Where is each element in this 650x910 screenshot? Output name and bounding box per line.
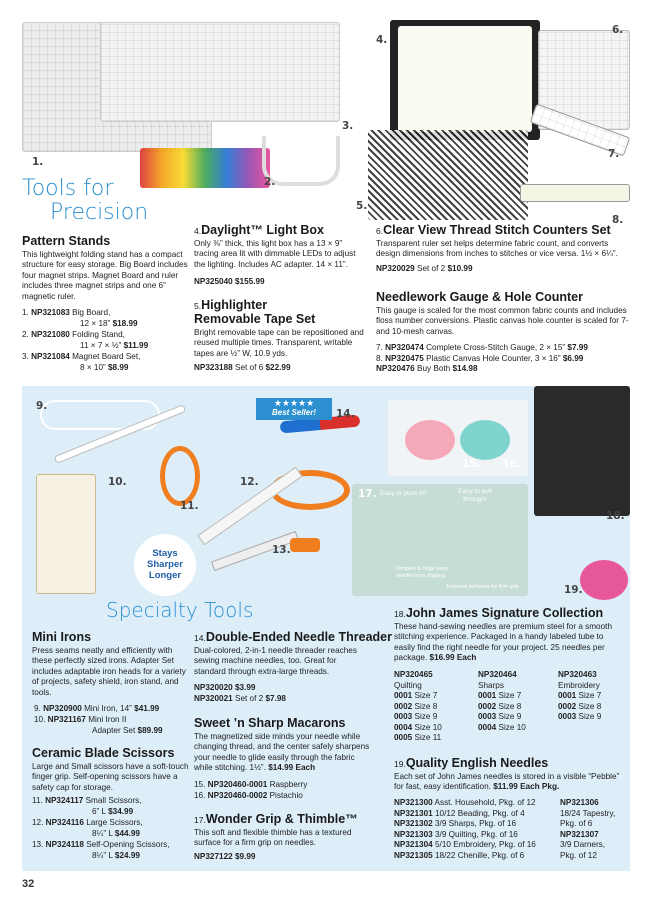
john-james-title [394,606,603,621]
grip-callout-pull: Easy to pull through! [458,488,492,503]
size-label: Size 7 [414,691,438,700]
gauge-item [376,354,583,364]
photo-number-6: 6. [612,24,624,36]
english-needles-num: 19. [394,759,406,769]
clear-view-set: Set of 2 [416,264,446,273]
item-sku: NP321300 [394,798,433,807]
item-name: Small Scissors, [85,796,142,805]
size-label: Size 10 [498,722,526,732]
photo-number-2: 2. [264,176,276,188]
item-num: 2. [22,330,29,339]
column-sku: NP320465 [394,670,433,679]
clear-view-desc: Transparent ruler set helps determine fabric count, and converts design dimensions from inches to stitches or vice versa. 1½ × 6¼”. [376,239,618,259]
daylight-title-text: Daylight™ Light Box [201,223,325,237]
item-num: 3. [22,352,29,361]
item-price: $34.99 [108,806,134,816]
item-sku: NP321306 [560,798,599,807]
john-james-title-text: John James Signature Collection [405,606,604,620]
john-james-price: $16.99 Each [429,653,477,663]
item-num: 8. [376,353,383,363]
jj-size-row [478,712,521,722]
item-price: $6.99 [562,353,584,363]
size-code: 0003 [478,712,497,721]
jj-column-type [558,681,600,691]
highlighter-set: Set of 6 [234,363,264,372]
item-name: 10/12 Beading, Pkg. of 4 [434,808,525,818]
item-sku: NP324116 [45,818,84,827]
item-sku: NP320476 [376,364,415,373]
item-sku: NP320460-0001 [207,780,268,789]
item-price: $3.99 [234,683,256,692]
clear-view-num: 6. [376,226,384,236]
scissors-title: Ceramic Blade Scissors [32,746,175,760]
clear-view-title-text: Clear View Thread Stitch Counters Set [383,223,611,237]
highlighter-order [194,363,291,373]
mini-iron-item [34,704,159,714]
item-name: 18/22 Chenille, Pkg. of 6 [434,850,525,860]
floss-photo [140,148,270,188]
jj-size-row [394,712,437,722]
macaron-pistachio [460,420,510,460]
column-sku: NP320464 [478,670,517,679]
english-needles-title [394,756,548,771]
jj-column-sku [478,670,517,680]
size-label: Size 9 [414,712,438,721]
english-needle-item [394,809,525,819]
double-ended-title-text: Double-Ended Needle Threader [205,630,392,644]
item-sku: NP321304 [394,840,433,849]
photo-number-11: 11. [180,500,199,512]
jj-column-type [478,681,504,691]
stays-line1: Stays [152,548,178,559]
column-type: Quilting [394,680,422,690]
jj-size-row [478,723,526,733]
item-price: $8.99 [108,362,129,372]
english-needle-item-right-pkg [560,819,592,829]
item-sku: NP321167 [47,714,86,724]
item-pkg: Pkg. of 12 [560,850,597,860]
english-needle-item [394,851,524,861]
stays-line3: Longer [148,570,182,581]
scissors-item [32,818,143,828]
item-sku: NP321080 [31,330,70,339]
gauge-title: Needlework Gauge & Hole Counter [376,290,583,304]
size-label: Size 7 [578,691,602,700]
photo-number-8: 8. [612,214,624,226]
english-needle-item-right-pkg [560,851,597,861]
item-sku: NP320460-0002 [207,790,268,800]
item-name: Asst. Household, Pkg. of 12 [434,798,536,807]
jj-size-row [558,691,601,701]
macaron-raspberry [405,420,455,460]
size-code: 0003 [558,712,577,721]
item-name: Raspberry [269,780,308,789]
precision-title-line2: Precision [50,200,149,225]
english-needle-item-right-name [560,809,615,819]
macaron-item [194,780,307,790]
item-name: Large Scissors, [86,818,143,827]
jj-column-sku [394,670,433,680]
photo-number-18: 18. [606,510,625,522]
english-needle-item [394,840,536,850]
item-sku: NP320474 [385,343,424,352]
wonder-grip-price: $9.99 [234,852,256,861]
item-name: Self-Opening Scissors, [86,840,170,849]
english-needle-item-right [560,830,599,840]
mini-iron-item-cont [92,726,163,736]
english-needle-item-right [560,798,599,808]
item-size: 6” L [92,806,106,816]
stays-line2: Sharper [147,559,183,570]
mini-irons-desc: Press seams neatly and efficiently with these perfectly sized irons. Adapter Set includes adaptable iron heads for a variety of projects, safety shield, iron stand, and tools. [32,646,186,697]
grip-callout-push: Easy to push in! [380,490,427,497]
wonder-grip-title-text: Wonder Grip & Thimble™ [205,812,358,826]
highlighter-desc: Bright removable tape can be repositioned and reused multiple times. Transparent, writable tapes are ½” W, 10.9 yds. [194,328,364,358]
size-label: Size 7 [498,691,522,700]
english-needles-title-text: Quality English Needles [405,756,549,770]
item-sku: NP321307 [560,829,599,839]
english-needle-item [394,830,518,840]
double-ended-item [194,683,255,693]
item-name: Folding Stand, [72,330,125,339]
stays-sharper-badge [134,534,196,596]
double-ended-num: 14. [194,633,206,643]
safety-cap-photo [290,538,320,552]
jj-column-type [394,681,422,691]
item-sku: NP320475 [385,353,424,363]
wonder-grip-sku: NP327122 [194,852,233,861]
item-size: 12 × 18” [80,318,111,328]
john-james-photo [534,386,630,516]
size-label: Size 10 [414,722,442,732]
highlighter-num: 5. [194,301,202,311]
daylight-desc: Only ⅜” thick, this light box has a 13 × 9” tracing area lit with dimmable LEDs to adjust the lighting. Includes AC adapter. 14 × 11”. [194,239,356,269]
column-type: Embroidery [558,680,600,690]
item-pkg: Pkg. of 6 [560,819,593,828]
size-code: 0005 [394,733,413,742]
gauge-desc: This gauge is scaled for the most common fabric counts and includes floss number conversions. Plastic canvas hole counter is scaled for 7- and 10-mesh canvas. [376,306,629,336]
grip-callout-dimples: Dimples & ridge keep needle from slipping [396,566,449,579]
size-label: Size 8 [414,701,438,711]
item-name: Buy Both [416,364,451,373]
size-label: Size 9 [578,712,602,721]
macarons-desc [194,732,370,774]
item-num: 9. [34,704,41,713]
item-price: $7.98 [265,693,286,703]
mini-irons-title: Mini Irons [32,630,92,644]
highlighter-title-1: Highlighter [201,298,268,312]
item-sku: NP320021 [194,693,233,703]
item-sku: NP321301 [394,808,433,818]
photo-number-10: 10. [108,476,127,488]
item-num: 10. [34,714,46,724]
photo-number-5: 5. [356,200,368,212]
macaron-item [194,791,303,801]
photo-number-4: 4. [376,34,388,46]
mini-iron-item [34,715,126,725]
daylight-price: $155.99 [234,277,265,286]
item-price: $41.99 [134,704,160,713]
item-num: 7. [376,343,383,352]
photo-number-17: 17. [358,488,377,500]
size-label: Size 9 [498,712,522,721]
item-name: 3/9 Darners, [560,840,606,849]
item-sku: NP321083 [31,308,70,317]
item-sku: NP321303 [394,829,433,839]
pattern-stand-item [22,330,125,340]
scissors-item-size [92,807,133,817]
item-num: 11. [32,796,43,805]
clear-view-sku: NP320029 [376,264,415,273]
item-sku: NP324117 [45,796,84,805]
item-price: $18.99 [112,318,138,328]
item-name: Mini Iron II [88,714,127,724]
photo-number-19: 19. [564,584,583,596]
photo-number-7: 7. [608,148,620,160]
photo-number-13: 13. [272,544,291,556]
hole-counter-photo [520,184,630,202]
photo-number-16: 16. [502,458,521,470]
english-needle-item-right-name [560,840,605,850]
item-num: 1. [22,308,29,317]
item-sku: NP320020 [194,683,233,692]
english-needles-desc-text: Each set of John James needles is stored in a visible “Pebble” for fast, easy identification. [394,772,620,792]
precision-title-line1: Tools for [22,176,114,201]
pattern-stand-item [22,308,110,318]
item-price: $44.99 [114,828,140,838]
clear-view-order [376,264,473,274]
size-code: 0004 [394,722,413,732]
item-name: Adapter Set [92,726,136,735]
item-sku: NP320900 [43,704,82,713]
photo-number-1: 1. [32,156,44,168]
item-name: Complete Cross-Stitch Gauge, 2 × 15” [426,343,566,352]
item-price: $11.99 [123,340,149,350]
size-code: 0001 [558,691,577,700]
item-name: Big Board, [72,308,111,317]
size-code: 0003 [394,712,413,721]
photo-number-12: 12. [240,476,259,488]
item-num: 13. [32,840,44,849]
item-name: Mini Iron, 14” [84,704,132,713]
item-name: 3/9 Sharps, Pkg. of 16 [434,819,516,828]
item-sku: NP321084 [31,352,70,361]
item-size: 8¼” L [92,828,113,838]
pattern-stand-item-size [80,363,129,373]
jj-size-row [558,712,601,722]
item-num: 12. [32,818,44,827]
photo-number-14: 14. [336,408,355,420]
item-size: 8 × 10” [80,362,106,372]
size-label: Size 8 [498,701,522,711]
english-needle-item [394,798,536,808]
small-scissors-photo [160,446,200,506]
daylight-title [194,223,324,238]
jj-column-sku [558,670,597,680]
jj-size-row [394,723,442,733]
wonder-grip-order [194,852,255,862]
specialty-title: Specialty Tools [106,598,254,622]
jj-size-row [478,702,521,712]
item-name: 3/9 Quilting, Pkg. of 16 [434,829,518,839]
gauge-item [376,343,588,353]
photo-number-9: 9. [36,400,48,412]
grip-callout-textured: Textured surfaces for firm grip [446,584,519,590]
pattern-stand-item-size [80,319,138,329]
highlighter-sku: NP323188 [194,363,233,372]
size-code: 0001 [478,691,497,700]
column-type: Sharps [478,680,504,690]
size-code: 0002 [558,701,577,711]
clear-view-title [376,223,611,238]
size-code: 0004 [478,722,497,732]
badge-stars: ★★★★★ [273,398,315,408]
wonder-grip-desc: This soft and flexible thimble has a textured surface for a firm grip on needles. [194,828,352,848]
clear-view-price: $10.99 [447,264,473,273]
pattern-stands-desc: This lightweight folding stand has a compact structure for easy storage. Big Board includes four magnet strips. Magnet Board and ruler includes three magnet strips and one 6” magnetic ruler. [22,250,188,301]
item-price: $89.99 [137,726,163,735]
macarons-desc-text: The magnetized side minds your needle while changing thread, and the center safely sharpens your needle to glide easily through the fabric while stitching. 1½”. [194,732,370,773]
size-code: 0001 [394,691,413,700]
wonder-grip-title [194,812,358,827]
light-box-screen [398,26,532,132]
photo-number-3: 3. [342,120,354,132]
column-sku: NP320463 [558,670,597,679]
scissors-item-size [92,829,140,839]
wonder-grip-num: 17. [194,815,206,825]
item-sku: NP321305 [394,850,433,860]
tape-photo [368,130,528,220]
pattern-stands-title: Pattern Stands [22,234,111,248]
john-james-num: 18. [394,609,406,619]
daylight-num: 4. [194,226,202,236]
photo-number-15: 15. [462,458,481,470]
english-needles-price: $11.99 Each Pkg. [493,782,560,792]
scissors-desc: Large and Small scissors have a soft-touch finger grip. Self-opening scissors have a safety cap for storage. [32,762,189,792]
daylight-order [194,277,265,287]
highlighter-title [194,298,267,313]
jj-size-row [478,691,521,701]
gauge-item [376,364,478,374]
macarons-title: Sweet ’n Sharp Macarons [194,716,346,730]
page-number: 32 [22,878,35,890]
jj-size-row [394,702,437,712]
jj-size-row [394,691,437,701]
item-name: 5/10 Embroidery, Pkg. of 16 [434,840,536,849]
highlighter-price: $22.99 [265,363,291,372]
jj-size-row [394,733,441,743]
double-ended-desc: Dual-colored, 2-in-1 needle threader reaches sewing machine needles, too. Great for standard through extra-large threads. [194,646,357,676]
item-price: $24.99 [114,850,140,860]
daylight-sku: NP325040 [194,277,233,286]
size-label: Size 11 [414,733,442,742]
scissors-item [32,796,142,806]
item-num: 15. [194,780,206,789]
needle-pebble-photo [580,560,628,600]
item-sku: NP324118 [45,840,84,849]
adapter-set-photo [36,474,96,594]
english-needles-desc [394,772,626,793]
item-sku: NP321302 [394,819,433,828]
jj-size-row [558,702,601,712]
john-james-desc-text: These hand-sewing needles are premium steel for a smooth stitching experience. Packaged in a handy labeled tube to easily find the right needle for your project. 25 needles per package. [394,622,612,663]
big-board-photo [100,22,340,122]
john-james-desc [394,622,626,664]
item-price: $7.99 [567,343,588,352]
english-needle-item [394,819,516,829]
scissors-item-size [92,851,140,861]
item-price: $14.98 [452,364,478,373]
best-seller-badge [256,398,332,420]
macarons-price: $14.99 Each [268,763,316,773]
item-name: Magnet Board Set, [72,352,141,361]
item-name: Plastic Canvas Hole Counter, 3 × 16” [426,353,561,363]
size-code: 0002 [394,701,413,711]
item-name: 18/24 Tapestry, [560,808,616,818]
scissors-item [32,840,169,850]
item-size: 8¼” L [92,850,113,860]
double-ended-title [194,630,392,645]
double-ended-item [194,694,286,704]
item-size: 11 × 7 × ½” [80,340,122,350]
size-code: 0002 [478,701,497,711]
size-label: Size 8 [578,701,602,711]
highlighter-title-2: Removable Tape Set [194,312,316,326]
item-name: Set of 2 [234,693,264,703]
item-num: 16. [194,790,206,800]
badge-text: Best Seller! [271,408,317,417]
pattern-stand-item-size [80,341,148,351]
item-name: Pistachio [269,790,303,800]
pattern-stand-item [22,352,140,362]
